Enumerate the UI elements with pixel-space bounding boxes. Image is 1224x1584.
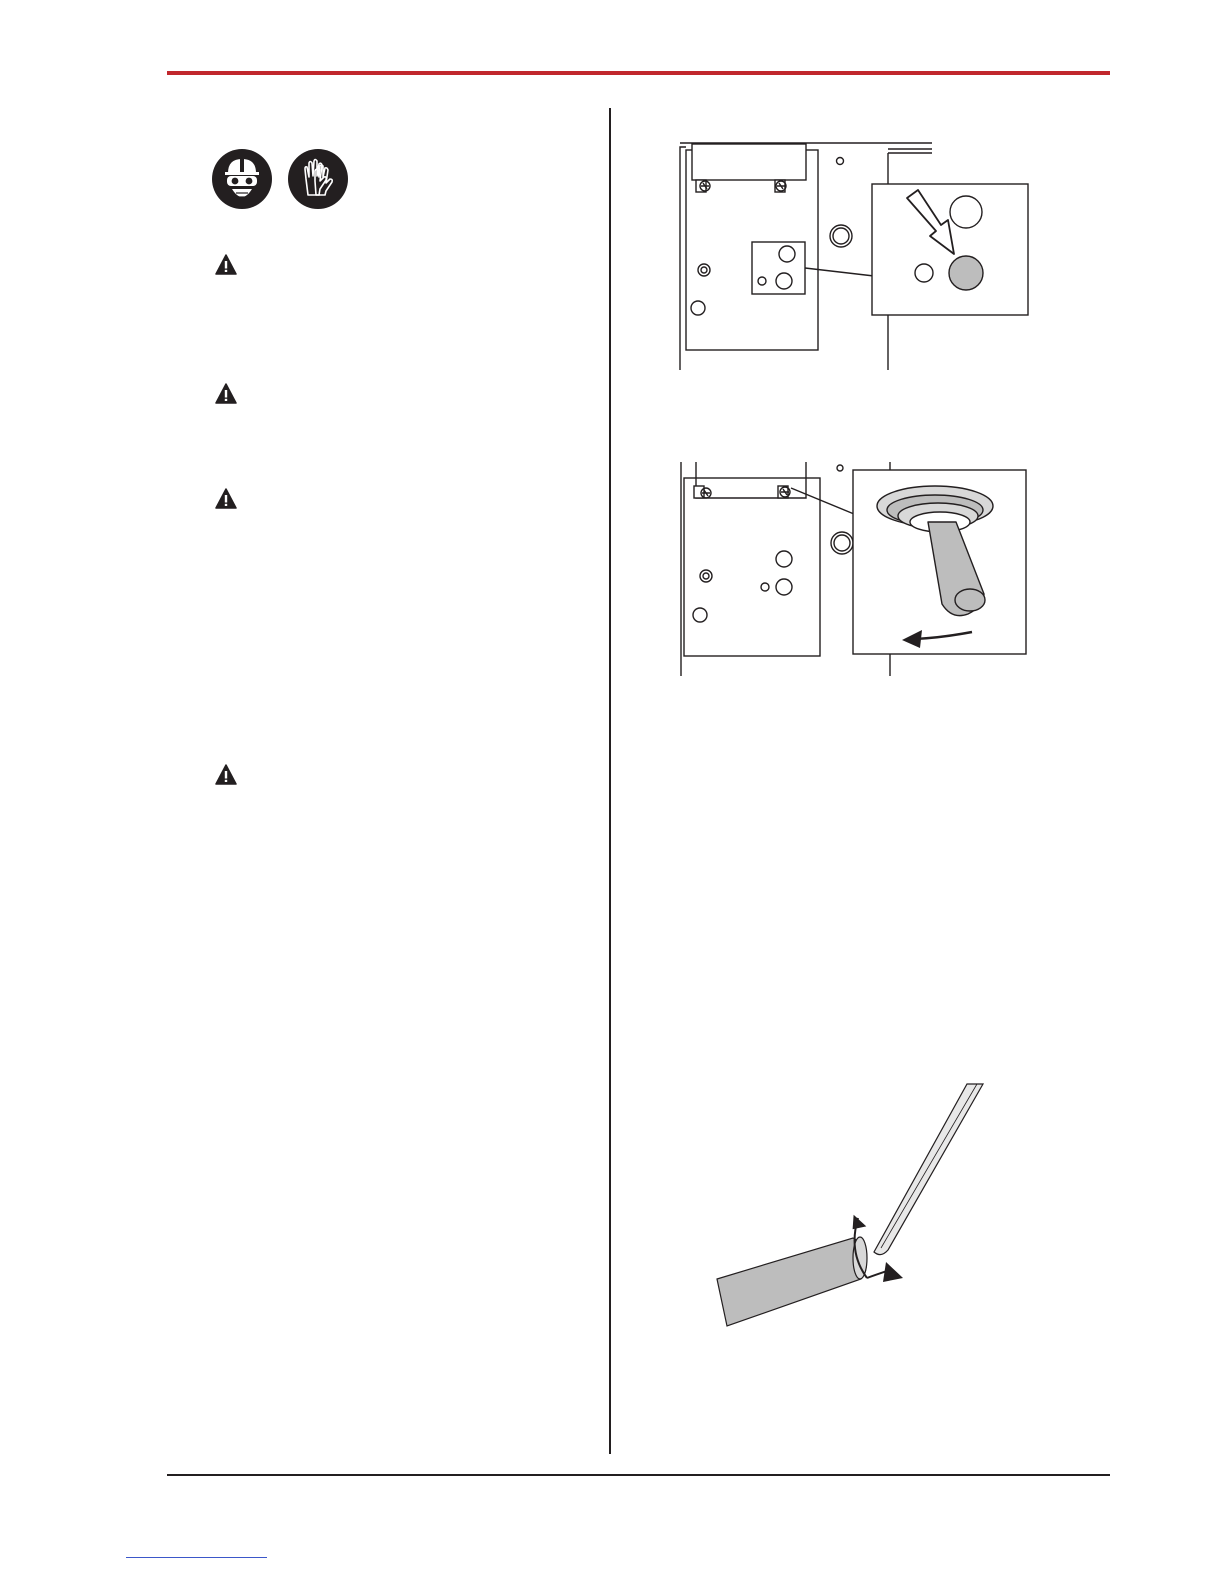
helmet-goggles-respirator-icon <box>212 149 272 209</box>
protective-gloves-icon <box>288 149 348 209</box>
valve-plate-knob-rotate-figure <box>670 458 1030 678</box>
warning-triangle-icon <box>215 764 237 786</box>
footer-link-underline <box>126 1557 267 1558</box>
screwdriver-pry-figure <box>715 1082 995 1332</box>
column-divider <box>609 108 611 1454</box>
header-rule <box>167 71 1110 75</box>
warning-triangle-icon <box>215 383 237 405</box>
warning-triangle-icon <box>215 254 237 276</box>
valve-plate-highlight-arrow-figure <box>660 130 1040 375</box>
footer-rule <box>167 1474 1110 1476</box>
warning-triangle-icon <box>215 488 237 510</box>
